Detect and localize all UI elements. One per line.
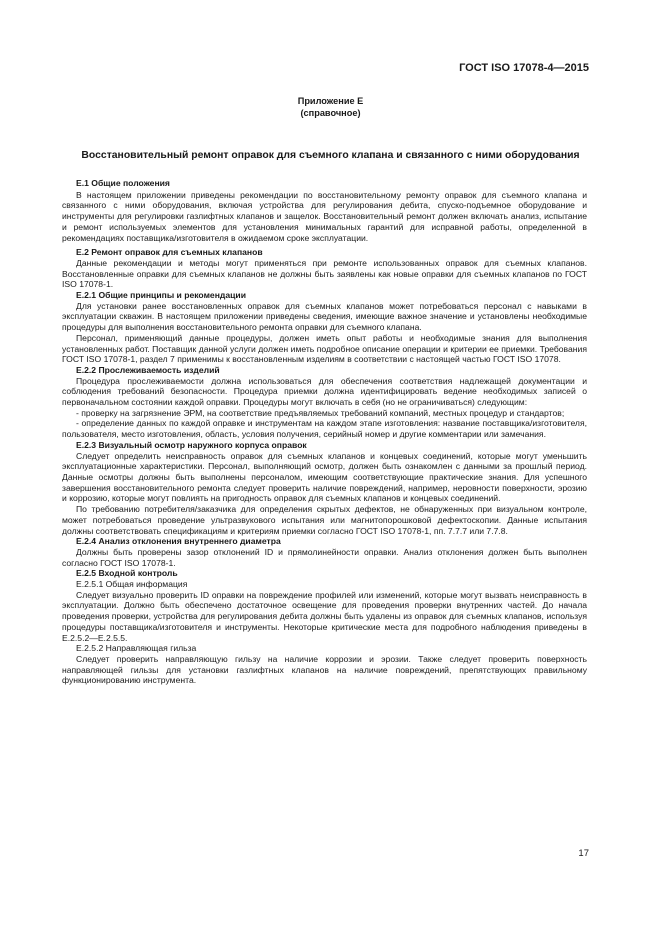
section-heading-e22: Е.2.2 Прослеживаемость изделий bbox=[76, 364, 220, 375]
paragraph: Процедура прослеживаемости должна использоваться для обеспечения соответствия надлежащей документации и соблюдения требований безопасности. Процедура приемки должна идентифицировать ведение необходимых записей о первоначальном состоянии каждой оправки. Процедуры могут включать в себя (но не ограничиваться) следующим: bbox=[62, 375, 587, 408]
document-title: Восстановительный ремонт оправок для съемного клапана и связанного с ними оборудования bbox=[81, 150, 580, 161]
annex-subtitle: (справочное) bbox=[300, 108, 361, 118]
document-body bbox=[62, 178, 587, 686]
page-number: 17 bbox=[578, 848, 589, 859]
section-heading-e24: Е.2.4 Анализ отклонения внутреннего диаметра bbox=[76, 536, 281, 547]
standard-designation: ГОСТ ISO 17078-4—2015 bbox=[459, 62, 589, 74]
section-heading-e21: Е.2.1 Общие принципы и рекомендации bbox=[76, 290, 246, 301]
list-item: - проверку на загрязнение ЭРМ, на соответствие предъявляемых требований компаний, местных процедур и стандартов; bbox=[76, 407, 565, 418]
paragraph: По требованию потребителя/заказчика для определения скрытых дефектов, не обнаруженных при визуальном контроле, может потребоваться проведение ультразвукового испытания или магнитопорошковой дефектоскопии. Данные испытания должны соответствовать спецификациям и критериям приемки согласно ГОСТ ISO 17078-1, пп. 7.7.7 или 7.7.8. bbox=[62, 504, 587, 536]
subsection-heading-e251: Е.2.5.1 Общая информация bbox=[76, 579, 188, 590]
section-heading-e25: Е.2.5 Входной контроль bbox=[76, 568, 178, 579]
annex-heading bbox=[0, 95, 661, 119]
paragraph: Для установки ранее восстановленных оправок для съемных клапанов может потребоваться персонал с навыками в эксплуатации скважин. В настоящем приложении приведены сведения, имеющие важное значение и установлены необходимые процедуры для выполнения восстановительного ремонта оправки для съемного клапана. bbox=[62, 300, 587, 333]
paragraph: Следует проверить направляющую гильзу на наличие коррозии и эрозии. Также следует проверить поверхность направляющей гильзы для установки газлифтных клапанов на наличие повреждений, препятствующих правильному функционированию инструмента. bbox=[62, 653, 587, 686]
section-heading-e2: Е.2 Ремонт оправок для съемных клапанов bbox=[76, 247, 263, 258]
paragraph: Данные рекомендации и методы могут применяться при ремонте использованных оправок для съемных клапанов. Восстановленные оправки для съемных клапанов не должны быть заявлены как новые оправки для съемных клапанов по ГОСТ ISO 17078-1. bbox=[62, 257, 587, 290]
paragraph: В настоящем приложении приведены рекомендации по восстановительному ремонту оправок для съемного клапана и связанного с ними оборудования, включая устройства для регулирования дебита, спуско-подъемное оборудование и инструменты для регулировки газлифтных клапанов и защелок. Восстановительный ремонт должен включать анализ, испытание и ремонт используемых элементов для установления минимальных гарантий для исправной работы, определенной в рекомендациях поставщика/изготовителя в ожидаемом сроке эксплуатации. bbox=[62, 189, 587, 243]
paragraph: Следует визуально проверить ID оправки на повреждение профилей или изменений, которые могут вызвать неисправность в эксплуатации. Должно быть обеспечено достаточное освещение для проведения проверки внутренних частей. До начала проведения проверки, устройства для регулирования дебита должны быть удалены из оправок для съемных клапанов, используя процедуры поставщика/изготовителя и инструменты. Некоторые критические места для подробного наблюдения приведены в Е.2.5.2—Е.2.5.5. bbox=[62, 589, 587, 643]
paragraph: Следует определить неисправность оправок для съемных клапанов и концевых соединений, которые могут уменьшить эксплуатационные характеристики. Персонал, выполняющий осмотр, должен быть ознакомлен с данными за прошлый период. Данные осмотры должны быть выполнены персоналом, имеющим соответствующие практические знания. Для успешного завершения восстановительного ремонта следует проверить наличие повреждений, например, неровности поверхности, эрозию и коррозию, которые могут повлиять на пригодность оправок для съемных клапанов и концевых соединений. bbox=[62, 450, 587, 504]
paragraph: Должны быть проверены зазор отклонений ID и прямолинейности оправки. Анализ отклонения должен быть выполнен согласно ГОСТ ISO 17078-1. bbox=[62, 546, 587, 568]
section-heading-e23: Е.2.3 Визуальный осмотр наружного корпуса оправок bbox=[76, 439, 307, 450]
annex-title: Приложение Е bbox=[297, 96, 364, 106]
list-item: - определение данных по каждой оправке и инструментам на каждом этапе изготовления: название поставщика/изготовителя, пользователя, место изготовления, область, условия получения, серийный номер и другие комментарии или замечания. bbox=[62, 418, 587, 440]
section-heading-e1: Е.1 Общие положения bbox=[76, 178, 170, 188]
paragraph: Персонал, применяющий данные процедуры, должен иметь опыт работы и необходимые знания для выполнения установленных работ. Поставщик данной услуги должен иметь подробное описание операции и критерии ее приемки. Требования ГОСТ ISO 17078-1, раздел 7 применимы к восстановленным изделиям в соответствии с настоящей частью ГОСТ ISO 17078. bbox=[62, 332, 587, 365]
subsection-heading-e252: Е.2.5.2 Направляющая гильза bbox=[76, 643, 197, 654]
